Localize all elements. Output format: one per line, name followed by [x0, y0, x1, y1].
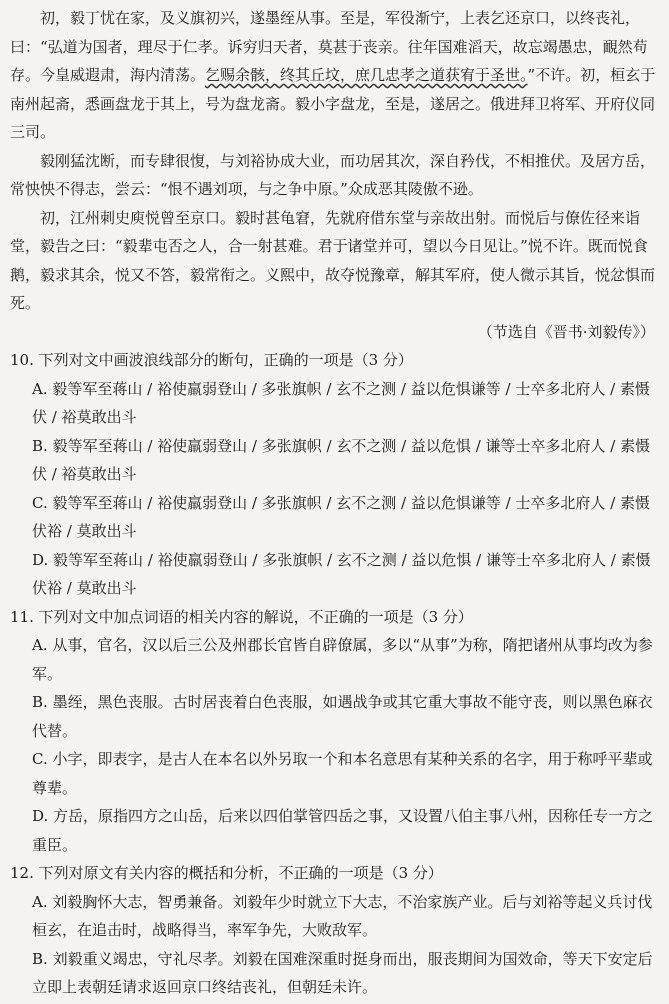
option-text: 刘毅胸怀大志，智勇兼备。刘毅年少时就立下大志，不治家族产业。后与刘裕等起义兵讨伐桓玄，在追击时，战略得当，率军争先，大败敌军。 [32, 892, 653, 939]
option-b[interactable] [32, 432, 659, 489]
option-a[interactable] [32, 631, 659, 688]
passage-text: ”不许。初，桓玄于南州起斋，悉画盘龙于其上，号为盘龙斋。毅小字盘龙，至是，遂居之。俄进拜卫将军、开府仪同三司。 [10, 66, 656, 141]
question-12 [10, 859, 659, 1002]
option-text: 毅等军至蒋山 / 裕使羸弱登山 / 多张旗帜 / 玄不之测 / 益以危惧 / 谦等士卒多北府人 / 素慑伏裕 / 莫敢出斗 [32, 550, 651, 597]
question-stem: 10. 下列对文中画波浪线部分的断句，正确的一项是（3 分） [10, 351, 413, 369]
option-text: 小字，即表字，是古人在本名以外另取一个和本名意思有某种关系的名字，用于称呼平辈或尊辈。 [32, 750, 653, 797]
option-c[interactable] [32, 489, 659, 546]
option-a[interactable] [32, 888, 659, 945]
option-label: B. [32, 436, 53, 455]
passage-paragraph-2 [10, 147, 659, 204]
option-label: B. [32, 949, 53, 968]
option-text: 毅等军至蒋山 / 裕使羸弱登山 / 多张旗帜 / 玄不之测 / 益以危惧谦等 / 士卒多北府人 / 素慑伏裕 / 莫敢出斗 [32, 493, 651, 540]
option-text: 墨绖，黑色丧服。古时居丧着白色丧服，如遇战争或其它重大事故不能守丧，则以黑色麻衣代替。 [32, 693, 653, 740]
option-a[interactable] [32, 375, 659, 432]
passage-paragraph-1 [10, 4, 659, 147]
passage-text: 毅刚猛沈断，而专肆很愎，与刘裕协成大业，而功居其次，深自矜伐，不相推伏。及居方岳，常怏怏不得志，尝云：“恨不遇刘项，与之争中原。”众成恶其陵傲不逊。 [10, 151, 656, 198]
option-label: A. [32, 379, 53, 398]
option-text: 刘毅重义竭忠，守礼尽孝。刘毅在国难深重时挺身而出，服丧期间为国效命，等天下安定后立即上表朝廷请求返回京口终结丧礼，但朝廷未许。 [32, 949, 653, 996]
option-text: 方岳，原指四方之山岳，后来以四伯掌管四岳之事，又设置八伯主事八州，因称任专一方之重臣。 [32, 807, 654, 854]
option-label: D. [32, 807, 54, 825]
passage-paragraph-3 [10, 204, 659, 318]
passage-text: 初，江州刺史庾悦曾至京口。毅时甚龟窘，先就府借东堂与亲故出射。而悦后与僚佐径来诣堂，毅告之曰：“毅辈屯否之人，合一射甚难。君于诸堂并可，望以今日见让。”悦不许。既而悦食鹅，毅求其余，悦又不答，毅常衔之。义熙中，故夺悦豫章，解其军府，使人微示其旨，悦忿惧而死。 [10, 208, 656, 312]
option-d[interactable] [32, 546, 659, 603]
question-10 [10, 346, 659, 603]
option-c[interactable] [32, 745, 659, 802]
option-b[interactable] [32, 688, 659, 745]
question-stem: 11. 下列对文中加点词语的相关内容的解说，不正确的一项是（3 分） [10, 607, 473, 626]
option-b[interactable] [32, 945, 659, 1002]
option-label: D. [32, 550, 54, 569]
passage-source: （节选自《晋书·刘毅传》） [477, 322, 655, 341]
option-text: 毅等军至蒋山 / 裕使羸弱登山 / 多张旗帜 / 玄不之测 / 益以危惧 / 谦等士卒多北府人 / 素慑伏 / 裕莫敢出斗 [32, 436, 651, 483]
option-text: 毅等军至蒋山 / 裕使羸弱登山 / 多张旗帜 / 玄不之测 / 益以危惧谦等 / 士卒多北府人 / 素慑伏 / 裕莫敢出斗 [32, 379, 650, 426]
passage [10, 4, 659, 346]
option-label: A. [32, 892, 53, 911]
option-d[interactable] [32, 802, 659, 859]
question-stem: 12. 下列对原文有关内容的概括和分析，不正确的一项是（3 分） [10, 864, 443, 882]
option-label: B. [32, 693, 53, 711]
wavy-underlined-sentence: 乞赐余骸，终其丘坟，庶几忠孝之道获宥于圣世。 [205, 66, 528, 84]
option-label: C. [32, 750, 53, 768]
option-label: A. [32, 636, 53, 654]
option-text: 从事，官名，汉以后三公及州郡长官皆自辟僚属，多以“从事”为称，隋把诸州从事均改为参军。 [32, 636, 653, 683]
question-11 [10, 603, 659, 860]
passage-text: 初，毅丁忧在家，及义旗初兴，遂墨绖从事。至是，军役渐宁，上表乞还京口，以终丧礼，曰：“弘道为国者，理尽于仁孝。诉穷归天者，莫甚于丧亲。往年国难滔天，故忘竭愚忠，靦然苟存。今皇威遐肃，海内清荡。 [10, 9, 648, 84]
option-label: C. [32, 493, 53, 512]
